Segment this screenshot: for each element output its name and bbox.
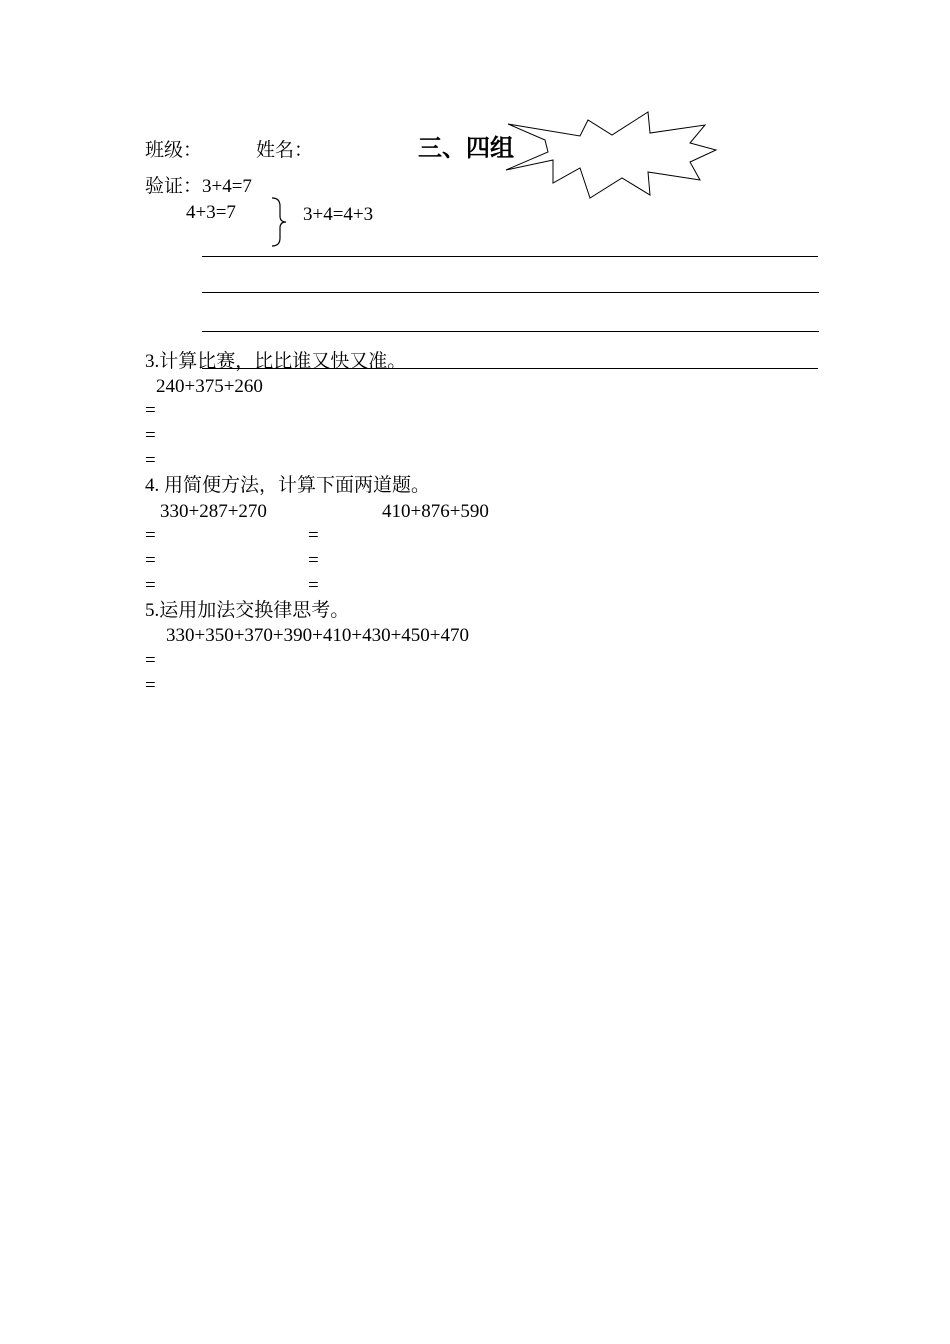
equals-step: = <box>145 650 156 671</box>
verify-line-2: 4+3=7 <box>186 202 236 223</box>
name-label: 姓名： <box>256 140 314 161</box>
answer-line <box>202 256 818 257</box>
equals-step: = <box>308 550 319 571</box>
equals-step: = <box>145 550 156 571</box>
question-4-expression-right: 410+876+590 <box>382 501 489 522</box>
equals-step: = <box>145 675 156 696</box>
equals-step: = <box>308 525 319 546</box>
right-brace <box>268 196 288 248</box>
question-3-title: 3.计算比赛，比比谁又快又准。 <box>145 351 407 372</box>
equals-step: = <box>308 575 319 596</box>
equals-step: = <box>145 450 156 471</box>
answer-line <box>202 292 819 293</box>
verify-label: 验证：3+4=7 <box>145 176 252 197</box>
starburst-shape <box>505 108 725 203</box>
equals-step: = <box>145 525 156 546</box>
class-label: 班级： <box>145 140 203 161</box>
group-title: 三、四组 <box>418 136 514 162</box>
question-3-expression: 240+375+260 <box>156 376 263 397</box>
equals-step: = <box>145 575 156 596</box>
question-5-title: 5.运用加法交换律思考。 <box>145 600 350 621</box>
question-5-expression: 330+350+370+390+410+430+450+470 <box>166 625 470 646</box>
equals-step: = <box>145 425 156 446</box>
answer-line <box>202 331 819 332</box>
equals-step: = <box>145 400 156 421</box>
question-4-expression-left: 330+287+270 <box>160 501 267 522</box>
verify-result: 3+4=4+3 <box>303 204 374 225</box>
question-4-title: 4. 用简便方法，计算下面两道题。 <box>145 475 431 496</box>
